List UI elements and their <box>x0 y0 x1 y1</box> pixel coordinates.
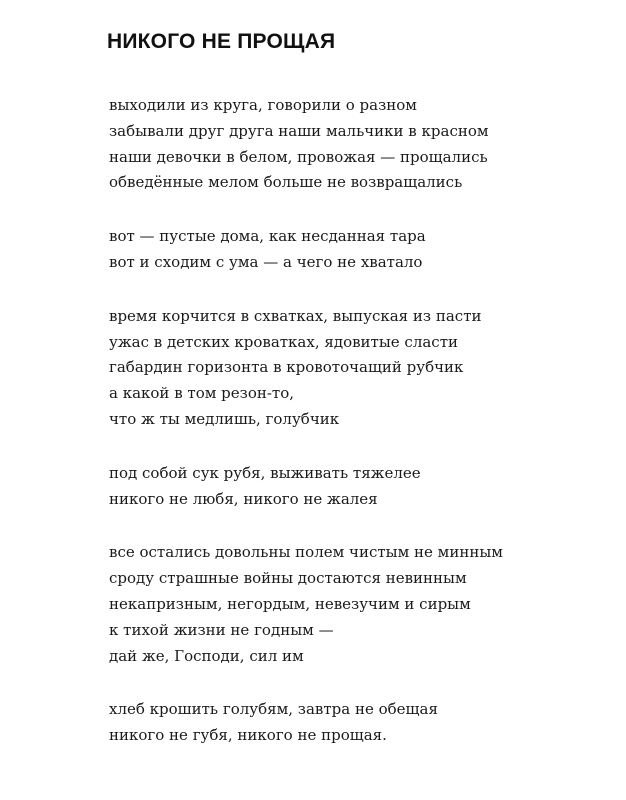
poem-line: выходили из круга, говорили о разном <box>109 96 417 114</box>
poem-line: все остались довольны полем чистым не минным <box>109 543 503 562</box>
poem-line: хлеб крошить голубям, завтра не обещая <box>109 700 438 719</box>
poem-line: а какой в том резон-то, <box>109 384 295 403</box>
poem-line: под собой сук рубя, выживать тяжелее <box>109 463 421 482</box>
poem-line: вот и сходим с ума — а чего не хватало <box>109 252 423 271</box>
stanza <box>109 540 609 669</box>
poem-line: время корчится в схватках, выпуская из пасти <box>109 306 482 325</box>
poem-body <box>109 93 609 749</box>
poem-line: ужас в детских кроватках, ядовитые сласти <box>109 332 458 351</box>
poem-line: вот — пустые дома, как несданная тара <box>109 227 426 246</box>
stanza <box>109 461 609 513</box>
poem-line: сроду страшные войны достаются невинным <box>109 569 467 588</box>
poem-line: обведённые мелом больше не возвращались <box>109 173 463 192</box>
poem-line: дай же, Господи, сил им <box>109 646 304 665</box>
poem-line: что ж ты медлишь, голубчик <box>109 409 340 428</box>
poem-line: никого не губя, никого не прощая. <box>109 726 387 745</box>
poem-line: некапризным, негордым, невезучим и сирым <box>109 594 471 613</box>
poem-line: к тихой жизни не годным — <box>109 620 334 639</box>
stanza <box>109 697 609 749</box>
poem-line: забывали друг друга наши мальчики в красном <box>109 121 489 140</box>
poem-title: НИКОГО НЕ ПРОЩАЯ <box>107 30 336 53</box>
poem-line: никого не любя, никого не жалея <box>109 489 378 508</box>
stanza <box>109 93 609 196</box>
poem-line: габардин горизонта в кровоточащий рубчик <box>109 358 464 377</box>
poem-line: наши девочки в белом, провожая — прощались <box>109 147 488 166</box>
stanza <box>109 224 609 276</box>
stanza <box>109 304 609 433</box>
